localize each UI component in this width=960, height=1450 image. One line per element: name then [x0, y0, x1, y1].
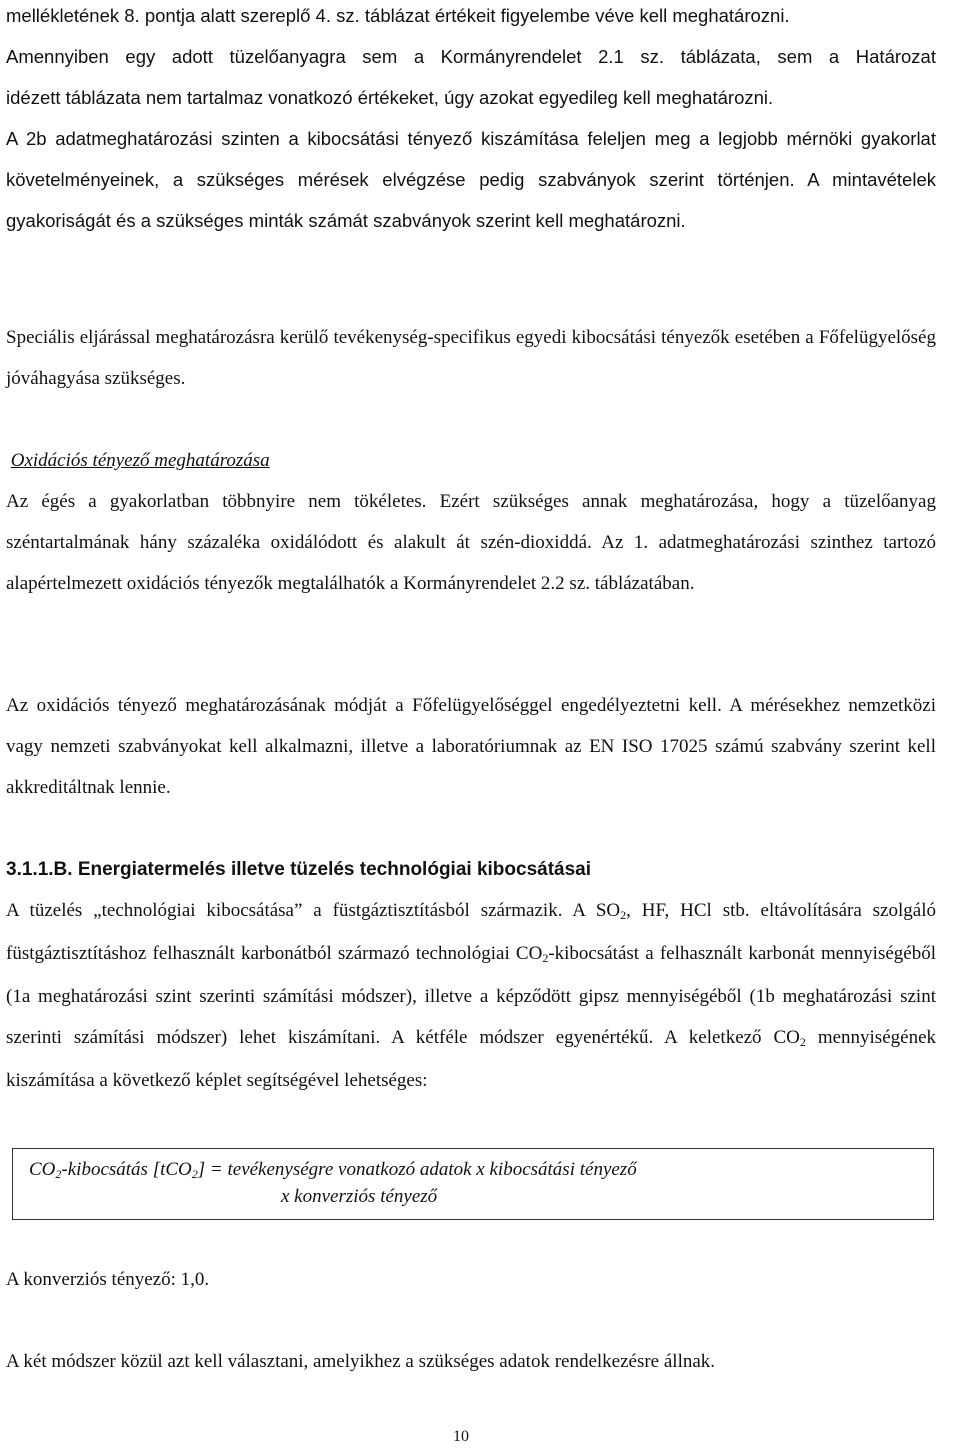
- formula-line-2: x konverziós tényező: [281, 1186, 438, 1207]
- intro-line-2: Amennyiben egy adott tüzelőanyagra sem a Kormányrendelet 2.1 sz. táblázata, sem a Határozat: [6, 46, 936, 67]
- paragraph-conversion-factor: A konverziós tényező: 1,0.: [6, 1269, 210, 1290]
- formula-text-b: -kibocsátás [tCO: [61, 1159, 192, 1180]
- p5-sub-1: 2: [620, 908, 627, 922]
- formula-sub-1: 2: [55, 1167, 62, 1181]
- formula-line-1: [29, 1159, 637, 1181]
- p5-text-a: A tüzelés „technológiai kibocsátása” a füstgáztisztításból származik. A SO: [6, 900, 621, 921]
- formula-text-a: CO: [29, 1159, 56, 1180]
- p5-sub-3: 2: [799, 1035, 806, 1049]
- intro-line-1: mellékletének 8. pontja alatt szereplő 4. sz. táblázat értékeit figyelembe véve kell meghatározni.: [6, 5, 790, 26]
- paragraph-special-procedure: Speciális eljárással meghatározásra kerülő tevékenység-specifikus egyedi kibocsátási tényezők esetében a Főfelügyelőség jóváhagyása szükséges.: [6, 327, 936, 389]
- paragraph-intro-lines: [6, 0, 936, 118]
- formula-text-c: ] = tevékenységre vonatkozó adatok x kibocsátási tényező: [197, 1159, 637, 1180]
- p5-text-d: mennyiségének kiszámítása a következő képlet segítségével lehetséges:: [6, 1027, 937, 1091]
- paragraph-method-choice: A két módszer közül azt kell választani, amelyikhez a szükséges adatok rendelkezésre állnak.: [6, 1351, 716, 1372]
- heading-oxidation-factor: [6, 440, 936, 481]
- page-number: 10: [453, 1428, 469, 1445]
- heading-oxidation-text: Oxidációs tényező meghatározása: [10, 450, 270, 471]
- paragraph-oxidation-method: Az oxidációs tényező meghatározásának módját a Főfelügyelőséggel engedélyeztetni kell. A mérésekhez nemzetközi vagy nemzeti szabványokat kell alkalmazni, illetve a laboratóriumnak az EN ISO 17025 számú szabvány szerint kell akkreditáltnak lennie.: [6, 695, 936, 798]
- intro-line-3: idézett táblázata nem tartalmaz vonatkozó értékeket, úgy azokat egyedileg kell meghatározni.: [6, 87, 774, 108]
- p5-text-c: -kibocsátást a felhasznált karbonát mennyiségéből (1a meghatározási szint szerinti számítási módszer), illetve a képződött gipsz mennyiségéből (1b meghatározási szint szerinti számítási módszer) lehet kiszámítani. A kétféle módszer egyenértékű. A keletkező CO: [6, 943, 936, 1048]
- paragraph-combustion: Az égés a gyakorlatban többnyire nem tökéletes. Ezért szükséges annak meghatározása, hogy a tüzelőanyag széntartalmának hány százaléka oxidálódott és alakult át szén-dioxiddá. Az 1. adatmeghatározási szinthez tartozó alapértelmezett oxidációs tényezők megtalálhatók a Kormányrendelet 2.2 sz. táblázatában.: [6, 491, 936, 594]
- heading-section-3-1-1-b: 3.1.1.B. Energiatermelés illetve tüzelés technológiai kibocsátásai: [6, 859, 592, 880]
- paragraph-technological-emission: [6, 890, 936, 1101]
- p5-text-b: , HF, HCl stb. eltávolítására szolgáló füstgáztisztításhoz felhasznált karbonátból származó technológiai CO: [6, 900, 936, 964]
- formula-sub-2: 2: [191, 1167, 198, 1181]
- p5-sub-2: 2: [542, 951, 549, 965]
- paragraph-2b-level: A 2b adatmeghatározási szinten a kibocsátási tényező kiszámítása feleljen meg a legjobb mérnöki gyakorlat követelményeinek, a szükséges mérések elvégzése pedig szabványok szerint történjen. A mintavételek gyakoriságát és a szükséges minták számát szabványok szerint kell meghatározni.: [6, 128, 936, 231]
- formula-box: [12, 1148, 934, 1220]
